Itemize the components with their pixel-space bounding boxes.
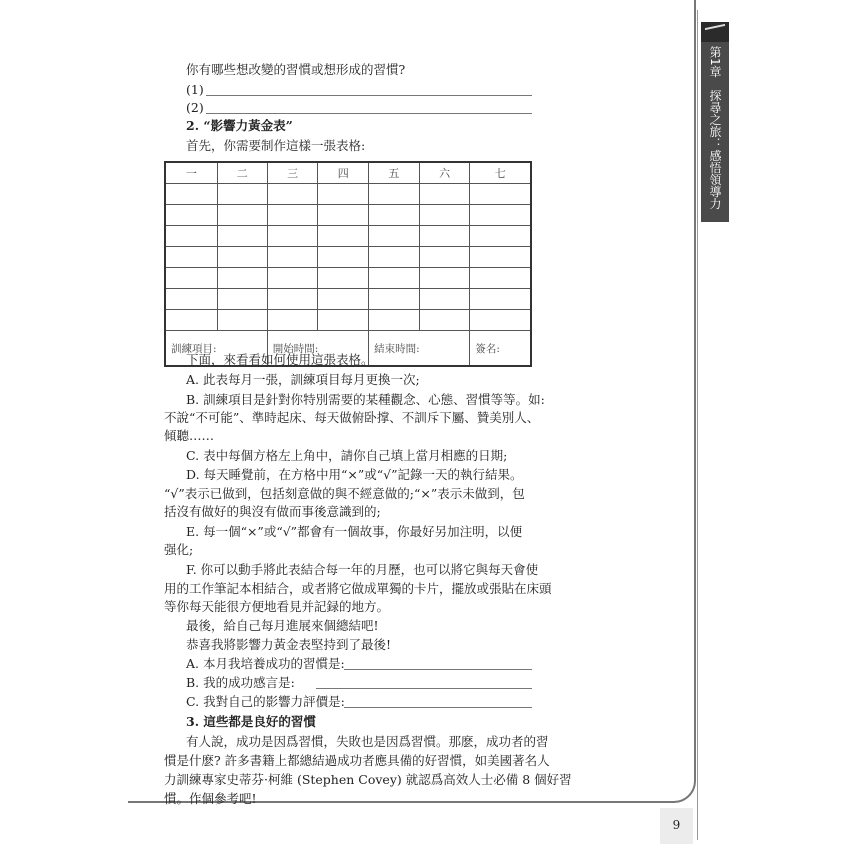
day-cell[interactable] [470,184,531,205]
table-header-cell: 四 [318,162,369,184]
table-row [165,268,531,289]
day-cell[interactable] [165,268,217,289]
day-cell[interactable] [470,268,531,289]
summary-c-blank[interactable] [344,707,532,708]
day-cell[interactable] [318,289,369,310]
day-cell[interactable] [217,310,267,331]
item-a: A. 此表每月一張，訓練項目每月更換一次; [186,372,420,387]
day-cell[interactable] [165,289,217,310]
day-cell[interactable] [217,247,267,268]
day-cell[interactable] [267,289,318,310]
howto-text: 下面，來看看如何使用這張表格。 [186,352,374,367]
item-d-line-1: D. 每天睡覺前，在方格中用“×”或“√”記錄一天的執行結果。 [186,467,523,482]
day-cell[interactable] [165,226,217,247]
table-row [165,226,531,247]
item-c: C. 表中每個方格左上角中，請你自己填上當月相應的日期; [186,448,508,463]
summary-text: 最後，給自己每月進展來個總結吧! [186,618,379,633]
day-cell[interactable] [267,205,318,226]
table-row [165,289,531,310]
influence-gold-table [164,161,532,367]
item-f-line-2: 用的工作筆記本相結合，或者將它做成單獨的卡片，擺放或張貼在床頭 [164,581,552,596]
day-cell[interactable] [470,226,531,247]
blank-item-1-label: (1) [186,82,204,97]
day-cell[interactable] [369,289,420,310]
item-f-line-3: 等你每天能很方便地看見并記録的地方。 [164,599,390,614]
day-cell[interactable] [470,310,531,331]
summary-a-blank[interactable] [344,669,532,670]
day-cell[interactable] [217,226,267,247]
day-cell[interactable] [165,184,217,205]
summary-b-label: B. 我的成功感言是: [186,675,295,690]
day-cell[interactable] [369,310,420,331]
table-row [165,310,531,331]
day-cell[interactable] [318,310,369,331]
intro-text: 首先，你需要制作這樣一張表格: [186,138,366,153]
page-number: 9 [672,818,681,832]
blank-item-2-label: (2) [186,100,204,115]
blank-line-2[interactable] [206,113,532,114]
summary-a-label: A. 本月我培養成功的習慣是: [186,656,345,671]
item-b-line-1: B. 訓練項目是針對你特別需要的某種觀念、心態、習慣等等。如: [186,392,545,407]
day-cell[interactable] [419,268,470,289]
day-cell[interactable] [470,247,531,268]
signature-field[interactable]: 簽名: [470,331,531,367]
day-cell[interactable] [318,247,369,268]
table-row [165,247,531,268]
day-cell[interactable] [318,268,369,289]
chapter-tab [701,22,729,222]
item-d-line-2: “√”表示已做到，包括刻意做的與不經意做的;“×”表示未做到，包 [164,486,525,501]
summary-b-blank[interactable] [316,688,532,689]
table-header-cell: 六 [419,162,470,184]
item-b-line-2: 不說“不可能”、準時起床、每天做俯卧撑、不訓斥下屬、贊美別人、 [164,410,540,425]
item-f-line-1: F. 你可以動手將此表結合每一年的月歷，也可以將它與每天會使 [186,562,539,577]
summary-c-label: C. 我對自己的影響力評價是: [186,694,345,709]
day-cell[interactable] [217,184,267,205]
table-header-cell: 二 [217,162,267,184]
day-cell[interactable] [318,184,369,205]
chapter-tab-logo [701,22,729,42]
day-cell[interactable] [267,310,318,331]
paragraph-line-3: 力訓練專家史蒂芬·柯維 (Stephen Covey) 就認爲高效人士必備 8 個好習 [164,772,572,787]
day-cell[interactable] [267,268,318,289]
section-3-heading: 3. 這些都是良好的習慣 [186,714,316,729]
day-cell[interactable] [318,226,369,247]
item-e-line-1: E. 每一個“×”或“√”都會有一個故事，你最好另加注明，以便 [186,524,523,539]
day-cell[interactable] [470,289,531,310]
paragraph-line-4: 慣。作個參考吧! [164,791,257,806]
table-header-cell: 一 [165,162,217,184]
table-header-cell: 五 [369,162,420,184]
question-text: 你有哪些想改變的習慣或想形成的習慣? [186,62,406,77]
day-cell[interactable] [165,310,217,331]
day-cell[interactable] [165,205,217,226]
section-2-heading: 2. “影響力黃金表” [186,118,293,133]
day-cell[interactable] [267,226,318,247]
table-row [165,184,531,205]
item-e-line-2: 强化; [164,542,194,557]
day-cell[interactable] [165,247,217,268]
day-cell[interactable] [369,226,420,247]
day-cell[interactable] [369,184,420,205]
item-d-line-3: 括沒有做好的與沒有做而事後意識到的; [164,504,381,519]
day-cell[interactable] [369,205,420,226]
day-cell[interactable] [267,184,318,205]
paragraph-line-2: 慣是什麽? 許多書籍上都總結過成功者應具備的好習慣，如美國著名人 [164,753,550,768]
day-cell[interactable] [419,310,470,331]
page-number-box [660,808,693,844]
day-cell[interactable] [419,289,470,310]
chapter-tab-label: 第1章 探尋之旅：感悟領導力 [708,46,722,210]
training-item-field[interactable]: 訓練項目: [165,331,267,367]
item-b-line-3: 傾聽…… [164,428,215,443]
margin-rule [697,10,698,840]
day-cell[interactable] [217,289,267,310]
blank-line-1[interactable] [206,95,532,96]
day-cell[interactable] [470,205,531,226]
day-cell[interactable] [217,268,267,289]
congrats-text: 恭喜我將影響力黃金表堅持到了最後! [186,637,392,652]
table-header-row [165,162,531,184]
day-cell[interactable] [369,268,420,289]
day-cell[interactable] [419,247,470,268]
table-header-cell: 三 [267,162,318,184]
day-cell[interactable] [369,247,420,268]
table-header-cell: 七 [470,162,531,184]
start-time-field[interactable]: 開始時間: [267,331,368,367]
day-cell[interactable] [419,184,470,205]
day-cell[interactable] [267,247,318,268]
day-cell[interactable] [318,205,369,226]
day-cell[interactable] [217,205,267,226]
day-cell[interactable] [419,205,470,226]
end-time-field[interactable]: 結束時間: [369,331,470,367]
paragraph-line-1: 有人說，成功是因爲習慣，失敗也是因爲習慣。那麽，成功者的習 [186,734,549,749]
table-row [165,205,531,226]
day-cell[interactable] [419,226,470,247]
